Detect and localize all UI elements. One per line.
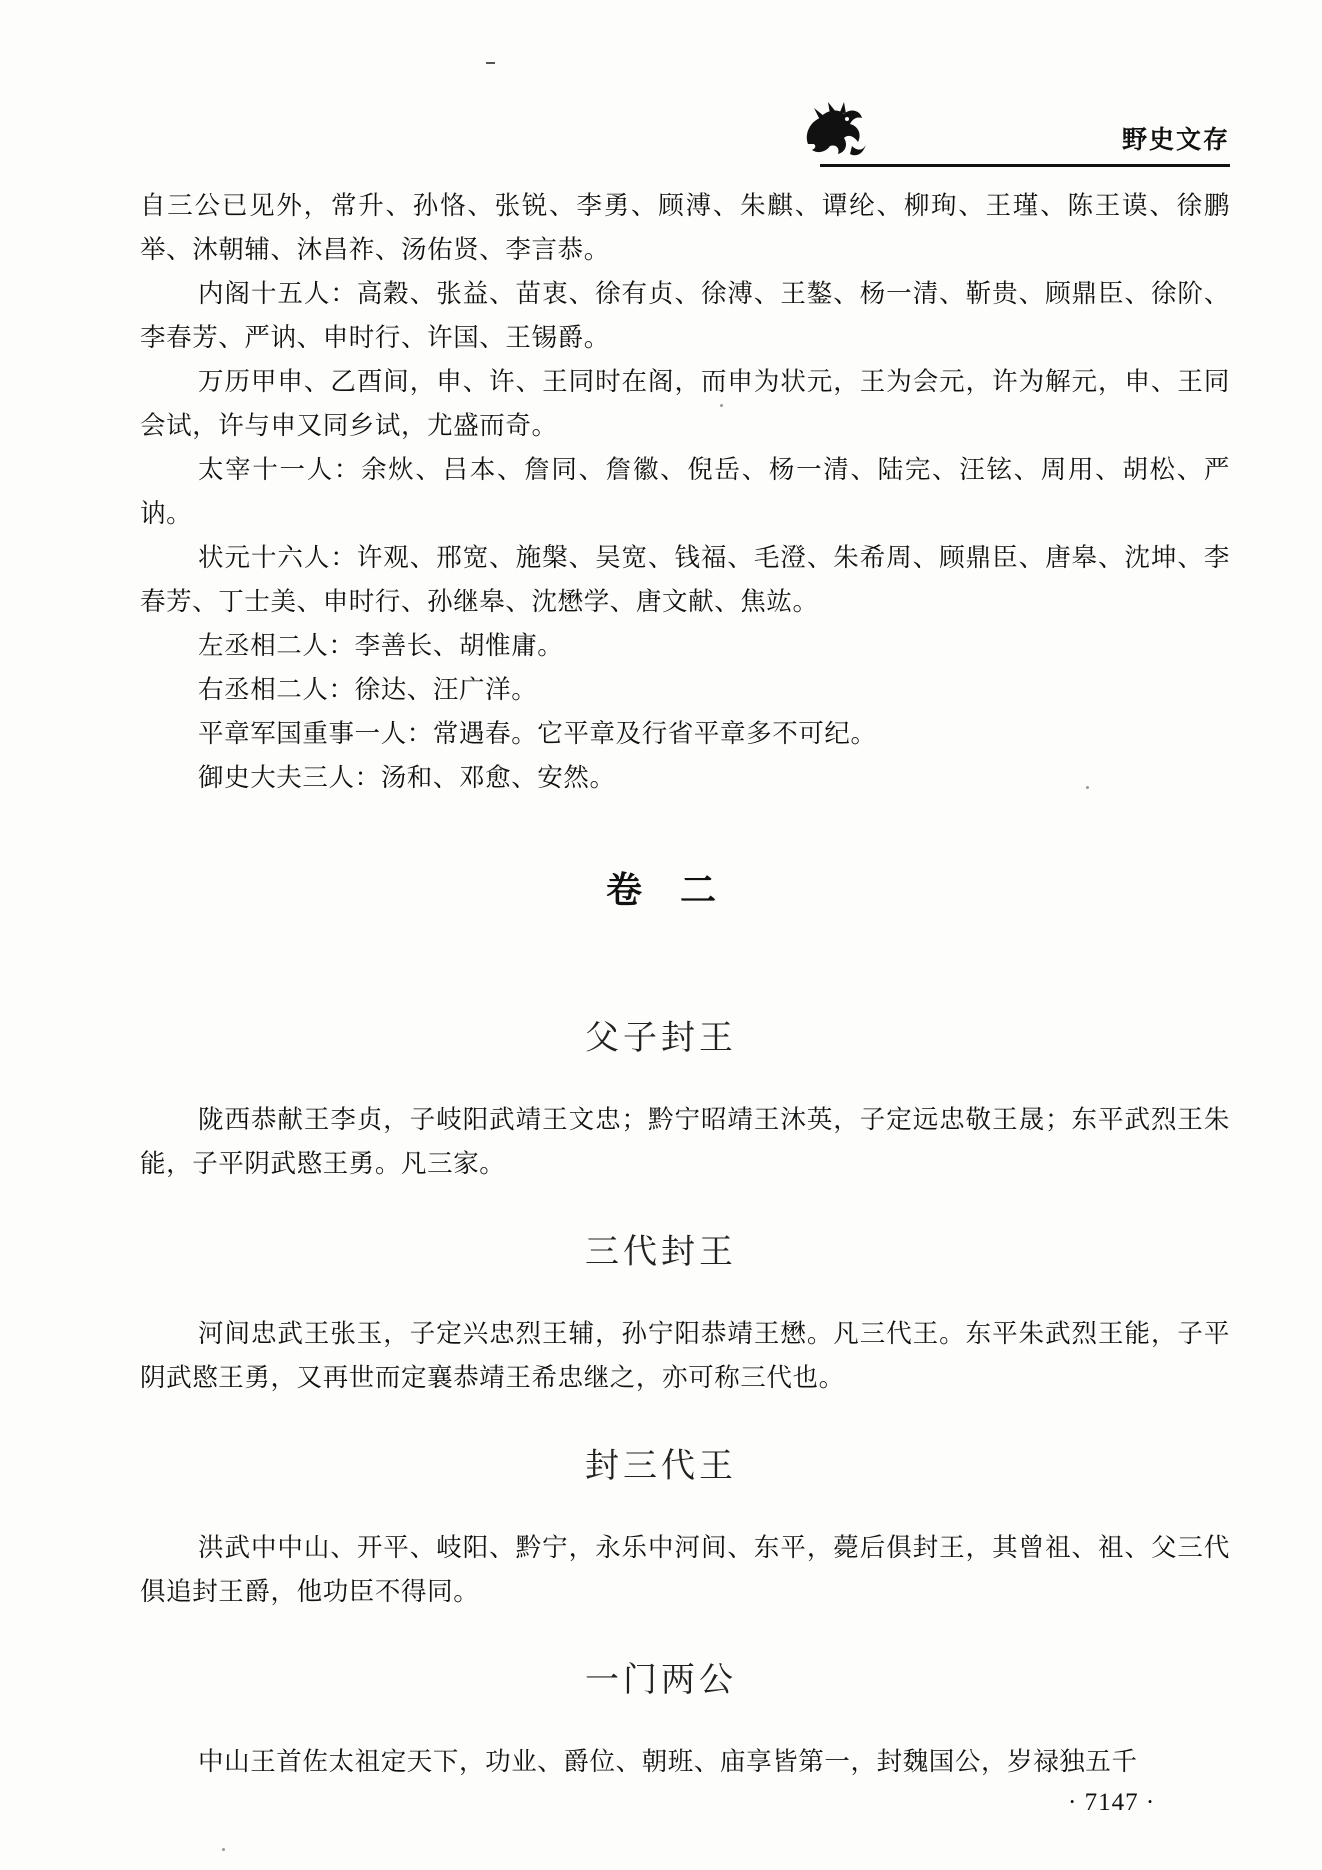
header-divider <box>820 164 1230 167</box>
paragraph: 内阁十五人：高穀、张益、苗衷、徐有贞、徐溥、王鏊、杨一清、靳贵、顾鼎臣、徐阶、李春芳、严讷、申时行、许国、王锡爵。 <box>140 279 1230 353</box>
continued-text-block <box>140 184 1230 800</box>
section-heading: 父子封王 <box>585 1018 737 1058</box>
volume-heading: 卷二 <box>605 870 754 911</box>
paragraph: 太宰十一人：余炏、吕本、詹同、詹徽、倪岳、杨一清、陆完、汪铉、周用、胡松、严讷。 <box>140 455 1230 529</box>
paragraph: 右丞相二人：徐达、汪广洋。 <box>198 675 538 705</box>
section-body <box>140 1526 1230 1614</box>
scan-speck <box>222 1848 225 1851</box>
paragraph: 状元十六人：许观、邢宽、施槃、吴宽、钱福、毛澄、朱希周、顾鼎臣、唐皋、沈坤、李春芳、丁士美、申时行、孙继皋、沈懋学、唐文献、焦竑。 <box>140 543 1230 617</box>
paragraph: 陇西恭献王李贞，子岐阳武靖王文忠；黔宁昭靖王沐英，子定远忠敬王晟；东平武烈王朱能，子平阴武愍王勇。凡三家。 <box>140 1105 1230 1179</box>
paragraph: 平章军国重事一人：常遇春。它平章及行省平章多不可纪。 <box>198 719 877 749</box>
dragon-logo-icon <box>800 100 870 160</box>
paragraph: 中山王首佐太祖定天下，功业、爵位、朝班、庙享皆第一，封魏国公，岁禄独五千 <box>198 1747 1138 1777</box>
publication-title: 野史文存 <box>1121 125 1230 154</box>
paragraph: 御史大夫三人：汤和、邓愈、安然。 <box>198 763 616 793</box>
paragraph: 自三公已见外，常升、孙恪、张锐、李勇、顾溥、朱麒、谭纶、柳珣、王瑾、陈王谟、徐鹏举、沐朝辅、沐昌祚、汤佑贤、李言恭。 <box>140 191 1230 265</box>
paragraph: 左丞相二人：李善长、胡惟庸。 <box>198 631 564 661</box>
paragraph: 万历甲申、乙酉间，申、许、王同时在阁，而申为状元，王为会元，许为解元，申、王同会试，许与申又同乡试，尤盛而奇。 <box>140 367 1230 441</box>
section-heading: 三代封王 <box>585 1232 737 1272</box>
section-body <box>140 1740 1230 1784</box>
page-header <box>800 96 1230 164</box>
page-number: · 7147 · <box>1068 1789 1156 1816</box>
section-heading: 封三代王 <box>585 1446 737 1486</box>
section-body <box>140 1098 1230 1186</box>
section-heading: 一门两公 <box>585 1660 737 1700</box>
paragraph: 洪武中中山、开平、岐阳、黔宁，永乐中河间、东平，薨后俱封王，其曾祖、祖、父三代俱追封王爵，他功臣不得同。 <box>140 1533 1230 1607</box>
scan-mark <box>486 62 495 64</box>
section-body <box>140 1312 1230 1400</box>
paragraph: 河间忠武王张玉，子定兴忠烈王辅，孙宁阳恭靖王懋。凡三代王。东平朱武烈王能，子平阴武愍王勇，又再世而定襄恭靖王希忠继之，亦可称三代也。 <box>140 1319 1230 1393</box>
